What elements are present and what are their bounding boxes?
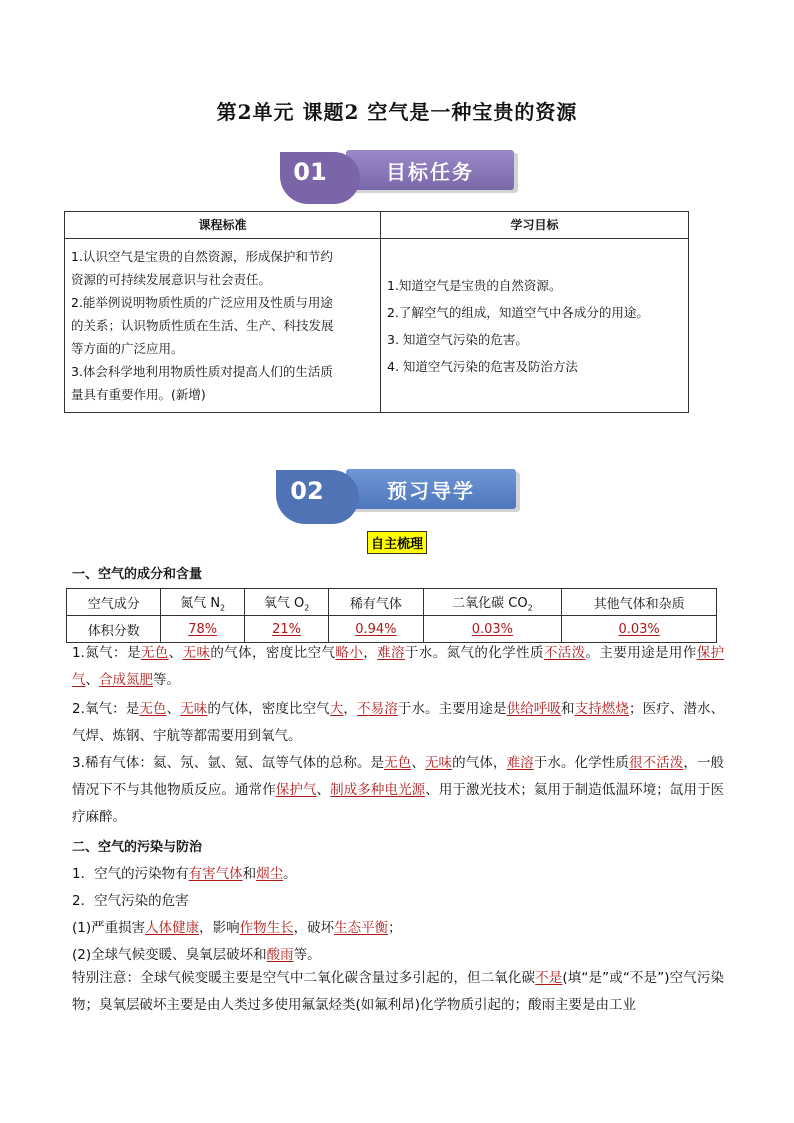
comp-header: 稀有气体 — [329, 589, 423, 616]
harm-title: 2．空气污染的危害 — [72, 893, 189, 909]
standards-table — [64, 211, 689, 413]
comp-header: 空气成分 — [67, 589, 161, 616]
section-number-01: 01 — [293, 158, 327, 186]
course-standard-cell — [65, 239, 381, 413]
self-study-badge: 自主梳理 — [367, 531, 427, 554]
special-note-paragraph: 特别注意：全球气候变暖主要是空气中二氧化碳含量过多引起的，但二氧化碳不是(填“是”或“不是”)空气污染物；臭氧层破坏主要是由人类过多使用氟氯烃类(如氟利昂)化学物质引起的；酸雨主要是由工业 — [72, 970, 725, 1013]
harm-line-1: (1)严重损害人体健康，影响作物生长，破坏生态平衡； — [72, 920, 402, 936]
standard-line: 3.体会科学地利用物质性质对提高人们的生活质 — [71, 364, 333, 379]
standard-line: 的关系；认识物质性质在生活、生产、科技发展 — [71, 318, 334, 333]
noble-gas-paragraph: 3.稀有气体：氦、氖、氩、氪、氙等气体的总称。是无色、无味的气体，难溶于水。化学性质很不活泼，一般情况下不与其他物质反应。通常作保护气、制成多种电光源、用于激光技术；氦用于制造低温环境；氙用于医疗麻醉。 — [72, 755, 725, 825]
heading-pollution: 二、空气的污染与防治 — [72, 840, 203, 855]
standard-line: 等方面的广泛应用。 — [71, 341, 184, 356]
comp-value: 0.03% — [562, 616, 717, 643]
standard-line: 量具有重要作用。(新增) — [71, 387, 206, 402]
oxygen-paragraph: 2.氧气：是无色、无味的气体，密度比空气大，不易溶于水。主要用途是供给呼吸和支持燃烧；医疗、潜水、气焊、炼钢、宇航等都需要用到氧气。 — [72, 701, 725, 744]
comp-row-label: 体积分数 — [67, 616, 161, 643]
section-number-02: 02 — [290, 477, 324, 505]
standard-line: 2.能举例说明物质性质的广泛应用及性质与用途 — [71, 295, 333, 310]
comp-value: 0.94% — [329, 616, 423, 643]
header-learning-goal: 学习目标 — [381, 212, 689, 239]
pollutants-line: 1．空气的污染物有有害气体和烟尘。 — [72, 866, 297, 882]
comp-value: 78% — [161, 616, 244, 643]
page-title: 第2单元 课题2 空气是一种宝贵的资源 — [216, 100, 578, 124]
standard-line: 资源的可持续发展意识与社会责任。 — [71, 272, 272, 287]
section-label-02: 预习导学 — [387, 479, 475, 503]
comp-header: 二氧化碳 $CO_2$ — [423, 589, 562, 616]
header-course-standard: 课程标准 — [65, 212, 381, 239]
section-banner-02 — [272, 466, 524, 524]
standard-line: 1.认识空气是宝贵的自然资源，形成保护和节约 — [71, 249, 333, 264]
goal-line: 1.知道空气是宝贵的自然资源。 — [387, 277, 562, 293]
comp-value: 0.03% — [423, 616, 562, 643]
comp-value: 21% — [244, 616, 328, 643]
comp-header: 其他气体和杂质 — [562, 589, 717, 616]
harm-line-2: (2)全球气候变暖、臭氧层破坏和酸雨等。 — [72, 947, 321, 963]
comp-header: 氮气 $N_2$ — [161, 589, 244, 616]
section-banner-01 — [276, 148, 521, 204]
heading-composition: 一、空气的成分和含量 — [72, 567, 203, 582]
goal-line: 3. 知道空气污染的危害。 — [387, 331, 528, 347]
comp-header: 氧气 $O_2$ — [244, 589, 328, 616]
learning-goal-cell — [381, 239, 689, 413]
nitrogen-paragraph: 1.氮气：是无色、无味的气体，密度比空气略小，难溶于水。氮气的化学性质不活泼。主要用途是用作保护气、合成氮肥等。 — [72, 645, 725, 688]
section-label-01: 目标任务 — [386, 160, 474, 184]
goal-line: 4. 知道空气污染的危害及防治方法 — [387, 358, 578, 374]
composition-table — [66, 588, 717, 643]
goal-line: 2.了解空气的组成，知道空气中各成分的用途。 — [387, 304, 649, 320]
